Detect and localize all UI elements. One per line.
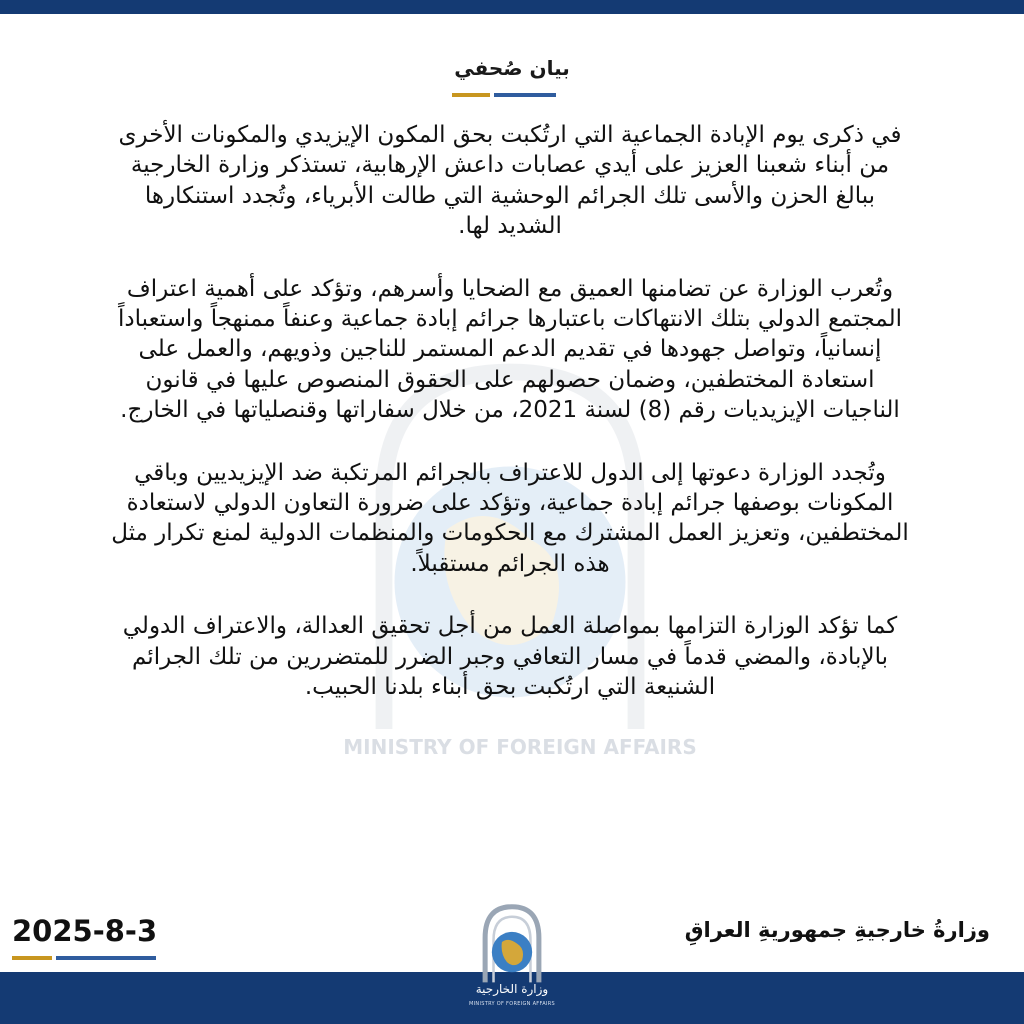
ministry-logo-icon bbox=[470, 900, 554, 984]
date: 2025-8-3 bbox=[12, 914, 158, 948]
title-rule-gold bbox=[452, 93, 490, 97]
paragraph: وتُجدد الوزارة دعوتها إلى الدول للاعتراف بالجرائم المرتكبة ضد الإيزيديين وباقي المكونات بوصفها جرائم إبادة جماعية، وتؤكد على ضرورة التعاون الدولي لاستعادة المختطفين، وتعزيز العمل المشترك مع الحكومات والمنظمات الدولية لمنع تكرار مثل هذه الجرائم مستقبلاً. bbox=[111, 459, 909, 577]
signature: وزارةُ خارجيةِ جمهوريةِ العراقِ bbox=[684, 918, 990, 942]
page-title: بيان صُحفي bbox=[454, 56, 570, 80]
title-rule-blue bbox=[494, 93, 556, 97]
date-rule-gold bbox=[12, 956, 52, 960]
paragraph: وتُعرب الوزارة عن تضامنها العميق مع الضحايا وأسرهم، وتؤكد على أهمية اعتراف المجتمع الدولي بتلك الانتهاكات باعتبارها جرائم إبادة جماعية وعنفاً ممنهجاً واستعباداً إنسانياً، وتواصل جهودها في تقديم الدعم المستمر للناجين وذويهم، والعمل على استعادة المختطفين، وضمان حصولهم على الحقوق المنصوص عليها في قانون الناجيات الإيزيديات رقم (8) لسنة 2021، من خلال سفاراتها وقنصلياتها في الخارج. bbox=[118, 275, 902, 424]
logo-label: وزارة الخارجية bbox=[475, 982, 549, 996]
paragraph: في ذكرى يوم الإبادة الجماعية التي ارتُكبت بحق المكون الإيزيدي والمكونات الأخرى من أبناء شعبنا العزيز على أيدي عصابات داعش الإرهابية، تستذكر وزارة الخارجية ببالغ الحزن والأسى تلك الجرائم الوحشية التي طالت الأبرياء، وتُجدد استنكارها الشديد لها. bbox=[118, 122, 902, 240]
top-banner-bar bbox=[0, 0, 1024, 14]
date-rule-blue bbox=[56, 956, 156, 960]
logo-sublabel: MINISTRY OF FOREIGN AFFAIRS bbox=[469, 1001, 555, 1007]
paragraph: كما تؤكد الوزارة التزامها بمواصلة العمل من أجل تحقيق العدالة، والاعتراف الدولي بالإبادة، والمضي قدماً في مسار التعافي وجبر الضرر للمتضررين من تلك الجرائم الشنيعة التي ارتُكبت بحق أبناء بلدنا الحبيب. bbox=[122, 613, 898, 701]
statement-body bbox=[110, 120, 910, 735]
watermark-text: MINISTRY OF FOREIGN AFFAIRS bbox=[343, 735, 697, 759]
